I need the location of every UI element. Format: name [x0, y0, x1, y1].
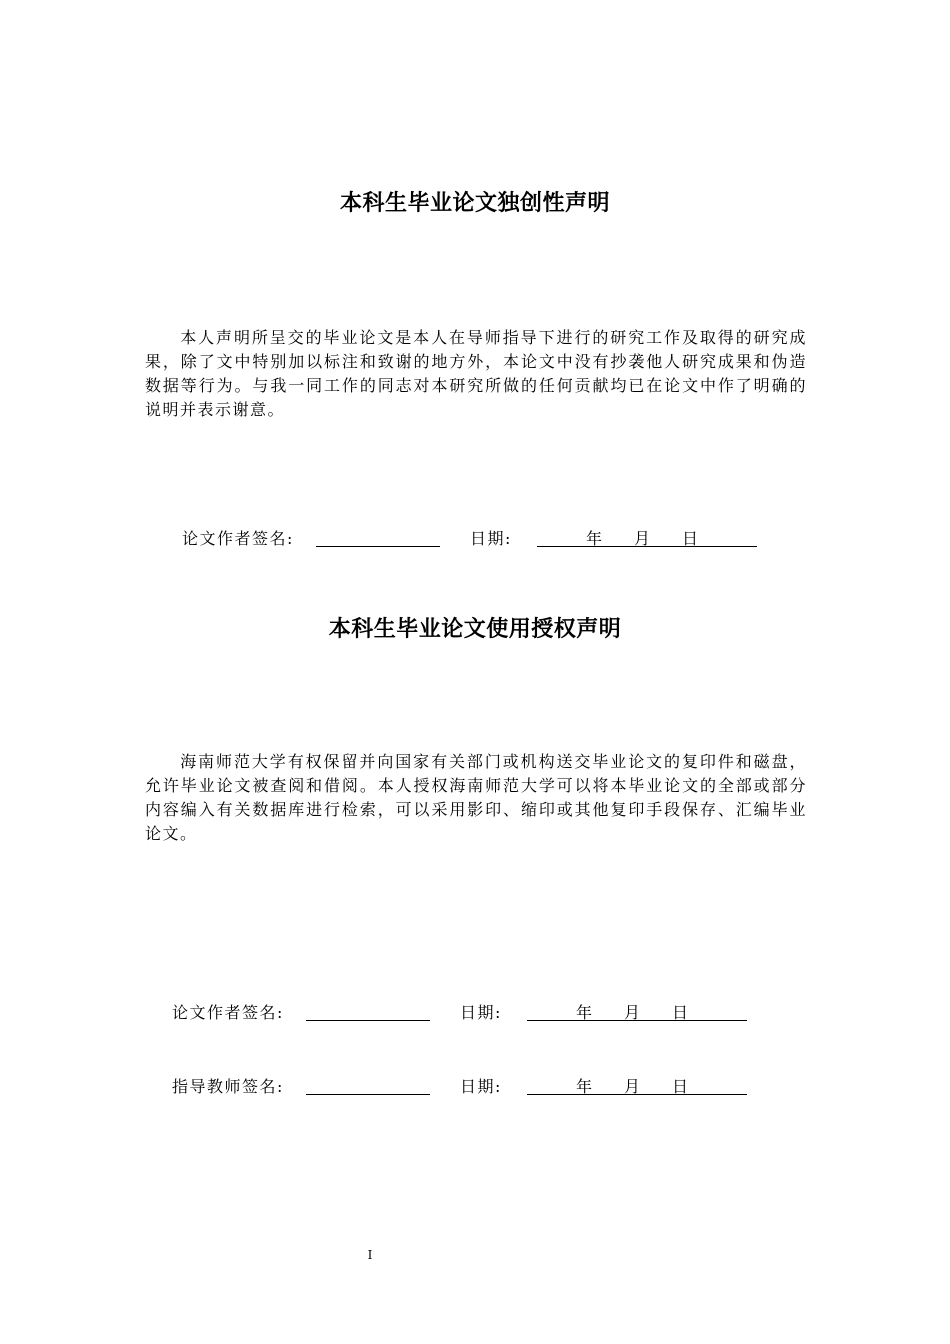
date-label: 日期:: [460, 1003, 502, 1022]
advisor-signature-row: [172, 1074, 752, 1098]
author-signature-field[interactable]: [306, 1020, 430, 1021]
originality-signature-row: [182, 526, 762, 550]
author-signature-label: 论文作者签名:: [172, 1003, 284, 1022]
month-label: 月: [624, 1077, 642, 1096]
originality-declaration-title: 本科生毕业论文独创性声明: [339, 191, 610, 216]
advisor-signature-label: 指导教师签名:: [172, 1077, 284, 1096]
day-label: 日: [672, 1003, 690, 1022]
authorization-author-signature-row: [172, 1000, 752, 1024]
year-label: 年: [576, 1077, 594, 1096]
page-number: I: [367, 1248, 373, 1262]
author-signature-label: 论文作者签名:: [182, 529, 294, 548]
authorization-declaration-title: 本科生毕业论文使用授权声明: [328, 617, 622, 642]
advisor-signature-field[interactable]: [306, 1094, 430, 1095]
date-label: 日期:: [460, 1077, 502, 1096]
date-label: 日期:: [470, 529, 512, 548]
year-label: 年: [576, 1003, 594, 1022]
originality-declaration-body: 本人声明所呈交的毕业论文是本人在导师指导下进行的研究工作及取得的研究成果，除了文中特别加以标注和致谢的地方外，本论文中没有抄袭他人研究成果和伪造数据等行为。与我一同工作的同志对本研究所做的任何贡献均已在论文中作了明确的说明并表示谢意。: [145, 328, 807, 419]
author-signature-field[interactable]: [316, 546, 440, 547]
month-label: 月: [634, 529, 652, 548]
authorization-declaration-body: 海南师范大学有权保留并向国家有关部门或机构送交毕业论文的复印件和磁盘，允许毕业论文被查阅和借阅。本人授权海南师范大学可以将本毕业论文的全部或部分内容编入有关数据库进行检索，可以采用影印、缩印或其他复印手段保存、汇编毕业论文。: [145, 752, 807, 843]
day-label: 日: [672, 1077, 690, 1096]
month-label: 月: [624, 1003, 642, 1022]
year-label: 年: [586, 529, 604, 548]
day-label: 日: [682, 529, 700, 548]
